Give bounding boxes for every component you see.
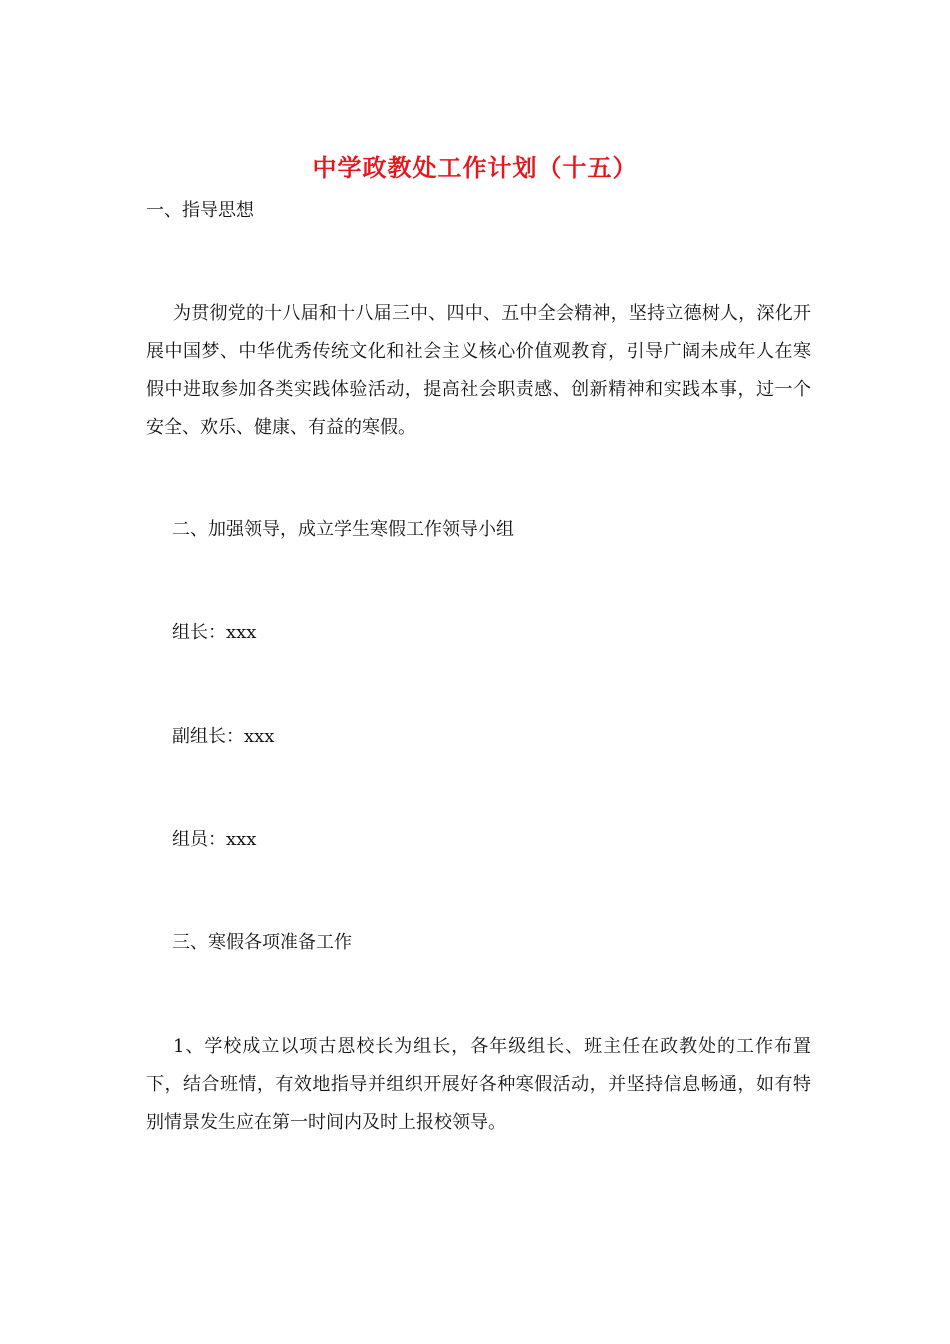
document-title: 中学政教处工作计划（十五）	[312, 153, 638, 182]
paragraph-item-1: 1、学校成立以项古恩校长为组长，各年级组长、班主任在政教处的工作布置下，结合班情，有效地指导并组织开展好各种寒假活动，并坚持信息畅通，如有特别情景发生应在第一时间内及时上报校领导。	[146, 1036, 811, 1133]
section-heading-preparation: 三、寒假各项准备工作	[172, 932, 352, 953]
members-line: 组员：xxx	[172, 829, 257, 850]
deputy-leader-line: 副组长：xxx	[172, 726, 275, 747]
section-heading-guiding-ideology: 一、指导思想	[146, 200, 254, 221]
group-leader-line: 组长：xxx	[172, 622, 257, 643]
paragraph-guiding-ideology: 为贯彻党的十八届和十八届三中、四中、五中全会精神，坚持立德树人，深化开展中国梦、中华优秀传统文化和社会主义核心价值观教育，引导广阔未成年人在寒假中进取参加各类实践体验活动，提高社会职责感、创新精神和实践本事，过一个安全、欢乐、健康、有益的寒假。	[146, 303, 811, 438]
section-heading-leadership-group: 二、加强领导，成立学生寒假工作领导小组	[172, 519, 514, 540]
